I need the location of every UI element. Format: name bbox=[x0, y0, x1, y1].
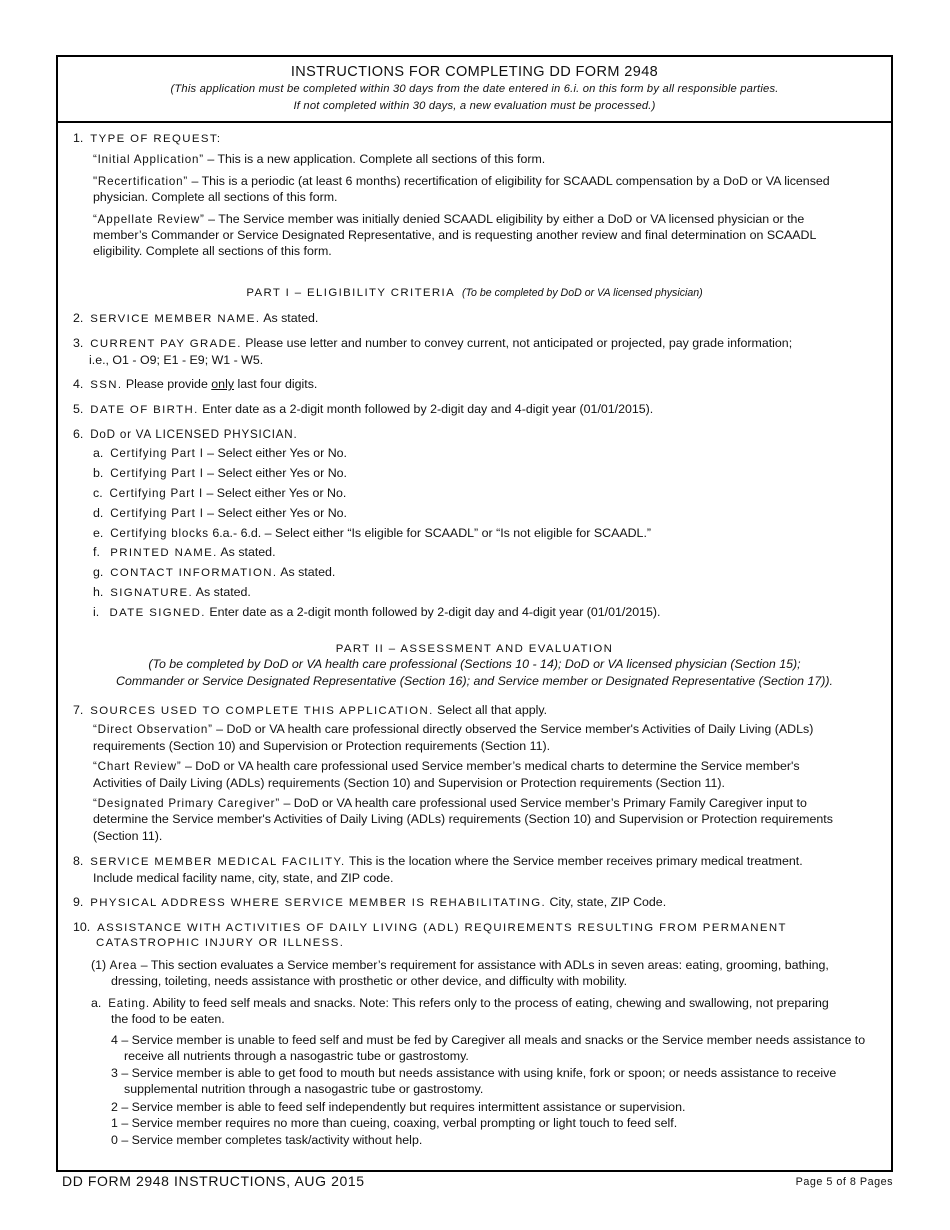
section-7-heading: 7. SOURCES USED TO COMPLETE THIS APPLICATION. Select all that apply. bbox=[73, 703, 548, 717]
section-10-heading-line2: CATASTROPHIC INJURY OR ILLNESS. bbox=[96, 937, 345, 949]
section-6-item: h. SIGNATURE. As stated. bbox=[93, 585, 251, 599]
section-7-chart-line2: Activities of Daily Living (ADLs) requirements (Section 10) and Supervision or Protection requirements (Section 11). bbox=[93, 776, 725, 790]
section-8-line2: Include medical facility name, city, state, and ZIP code. bbox=[93, 871, 394, 885]
section-10-eating-line2: the food to be eaten. bbox=[111, 1012, 225, 1026]
section-6-item: b. Certifying Part I – Select either Yes or No. bbox=[93, 466, 348, 480]
section-2: 2. SERVICE MEMBER NAME. As stated. bbox=[73, 311, 319, 325]
section-3-line1: 3. CURRENT PAY GRADE. Please use letter and number to convey current, not anticipated or projected, pay grade information; bbox=[73, 336, 793, 350]
section-6-heading: 6. DoD or VA LICENSED PHYSICIAN. bbox=[73, 427, 298, 441]
score-4-line2: receive all nutrients through a nasogastric tube or gastrostomy. bbox=[124, 1049, 469, 1063]
section-10-eating-line1: a. Eating. Ability to feed self meals and snacks. Note: This refers only to the process of eating, chewing and swallowing, not preparing bbox=[91, 996, 829, 1010]
section-10-heading-line1: 10. ASSISTANCE WITH ACTIVITIES OF DAILY LIVING (ADL) REQUIREMENTS RESULTING FROM PERMANENT bbox=[73, 920, 787, 934]
part-2-title: PART II – ASSESSMENT AND EVALUATION bbox=[335, 643, 614, 655]
section-7-direct-line2: requirements (Section 10) and Supervision or Protection requirements (Section 11). bbox=[93, 739, 551, 753]
form-header bbox=[58, 57, 891, 123]
score-4-line1: 4 – Service member is unable to feed self and must be fed by Caregiver all meals and snacks or the Service member needs assistance to bbox=[111, 1033, 866, 1047]
part-2-note-line2: Commander or Service Designated Representative (Section 16); and Service member or Designated Representative (Section 17)). bbox=[116, 674, 833, 688]
section-7-chart-line1: “Chart Review” – DoD or VA health care professional used Service member’s medical charts to determine the Service member's bbox=[93, 759, 800, 773]
section-7-caregiver-line3: (Section 11). bbox=[93, 829, 163, 843]
section-6-item: a. Certifying Part I – Select either Yes or No. bbox=[93, 446, 348, 460]
part-1-title: PART I – ELIGIBILITY CRITERIA (To be completed by DoD or VA licensed physician) bbox=[246, 287, 703, 299]
section-10-area-line1: (1) Area – This section evaluates a Service member’s requirement for assistance with ADLs in seven areas: eating, grooming, bathing, bbox=[91, 958, 829, 972]
score-3-line1: 3 – Service member is able to get food to mouth but needs assistance with using knife, fork or spoon; or needs assistance to receive bbox=[111, 1066, 837, 1080]
section-1-recert-line1: "Recertification” – This is a periodic (at least 6 months) recertification of eligibility for SCAADL compensation by a DoD or VA licensed bbox=[93, 174, 830, 188]
score-3-line2: supplemental nutrition through a nasogastric tube or gastrostomy. bbox=[124, 1082, 484, 1096]
section-10-area-line2: dressing, toileting, needs assistance with prosthetic or other device, and difficulty with mobility. bbox=[111, 974, 628, 988]
section-7-direct-line1: “Direct Observation” – DoD or VA health care professional directly observed the Service member's Activities of Daily Living (ADLs) bbox=[93, 722, 814, 736]
section-6-item: f. PRINTED NAME. As stated. bbox=[93, 545, 276, 559]
section-6-item: g. CONTACT INFORMATION. As stated. bbox=[93, 565, 336, 579]
score-2: 2 – Service member is able to feed self independently but requires intermittent assistance or supervision. bbox=[111, 1100, 686, 1114]
section-9: 9. PHYSICAL ADDRESS WHERE SERVICE MEMBER IS REHABILITATING. City, state, ZIP Code. bbox=[73, 895, 667, 909]
section-6-item: d. Certifying Part I – Select either Yes or No. bbox=[93, 506, 348, 520]
section-3-line2: i.e., O1 - O9; E1 - E9; W1 - W5. bbox=[89, 353, 264, 367]
page-title: INSTRUCTIONS FOR COMPLETING DD FORM 2948 bbox=[290, 64, 659, 80]
section-4: 4. SSN. Please provide only last four digits. bbox=[73, 377, 318, 391]
footer-form-id: DD FORM 2948 INSTRUCTIONS, AUG 2015 bbox=[62, 1173, 365, 1189]
section-1-appellate-line3: eligibility. Complete all sections of this form. bbox=[93, 244, 332, 258]
header-note-line2: If not completed within 30 days, a new evaluation must be processed.) bbox=[293, 100, 656, 112]
section-1-recert-line2: physician. Complete all sections of this form. bbox=[93, 190, 338, 204]
section-5: 5. DATE OF BIRTH. Enter date as a 2-digit month followed by 2-digit day and 4-digit year (01/01/2015). bbox=[73, 402, 654, 416]
section-7-caregiver-line1: “Designated Primary Caregiver” – DoD or VA health care professional used Service member’s Primary Family Caregiver input to bbox=[93, 796, 807, 810]
footer-page-number: Page 5 of 8 Pages bbox=[795, 1176, 893, 1188]
score-0: 0 – Service member completes task/activity without help. bbox=[111, 1133, 423, 1147]
section-1-heading: 1. TYPE OF REQUEST: bbox=[73, 131, 222, 145]
section-6-item: i. DATE SIGNED. Enter date as a 2-digit month followed by 2-digit day and 4-digit year (01/01/2015). bbox=[93, 605, 661, 619]
part-2-note-line1: (To be completed by DoD or VA health care professional (Sections 10 - 14); DoD or VA licensed physician (Section 15); bbox=[148, 657, 801, 671]
score-1: 1 – Service member requires no more than cueing, coaxing, verbal prompting or light touch to feed self. bbox=[111, 1116, 678, 1130]
section-8-line1: 8. SERVICE MEMBER MEDICAL FACILITY. This is the location where the Service member receives primary medical treatment. bbox=[73, 854, 803, 868]
section-6-item: c. Certifying Part I – Select either Yes or No. bbox=[93, 486, 347, 500]
section-1-appellate-line2: member’s Commander or Service Designated Representative, and is requesting another review and final determination on SCAADL bbox=[93, 228, 817, 242]
header-note-line1: (This application must be completed within 30 days from the date entered in 6.i. on this form by all responsible parties. bbox=[170, 83, 779, 95]
section-1-appellate-line1: “Appellate Review” – The Service member was initially denied SCAADL eligibility by either a DoD or VA licensed physician or the bbox=[93, 212, 805, 226]
section-6-item: e. Certifying blocks 6.a.- 6.d. – Select either “Is eligible for SCAADL” or “Is not eligible for SCAADL.” bbox=[93, 526, 652, 540]
section-7-caregiver-line2: determine the Service member's Activities of Daily Living (ADLs) requirements (Section 10) and Supervision or Protection requirements bbox=[93, 812, 833, 826]
section-1-initial: “Initial Application” – This is a new application. Complete all sections of this form. bbox=[93, 152, 546, 166]
